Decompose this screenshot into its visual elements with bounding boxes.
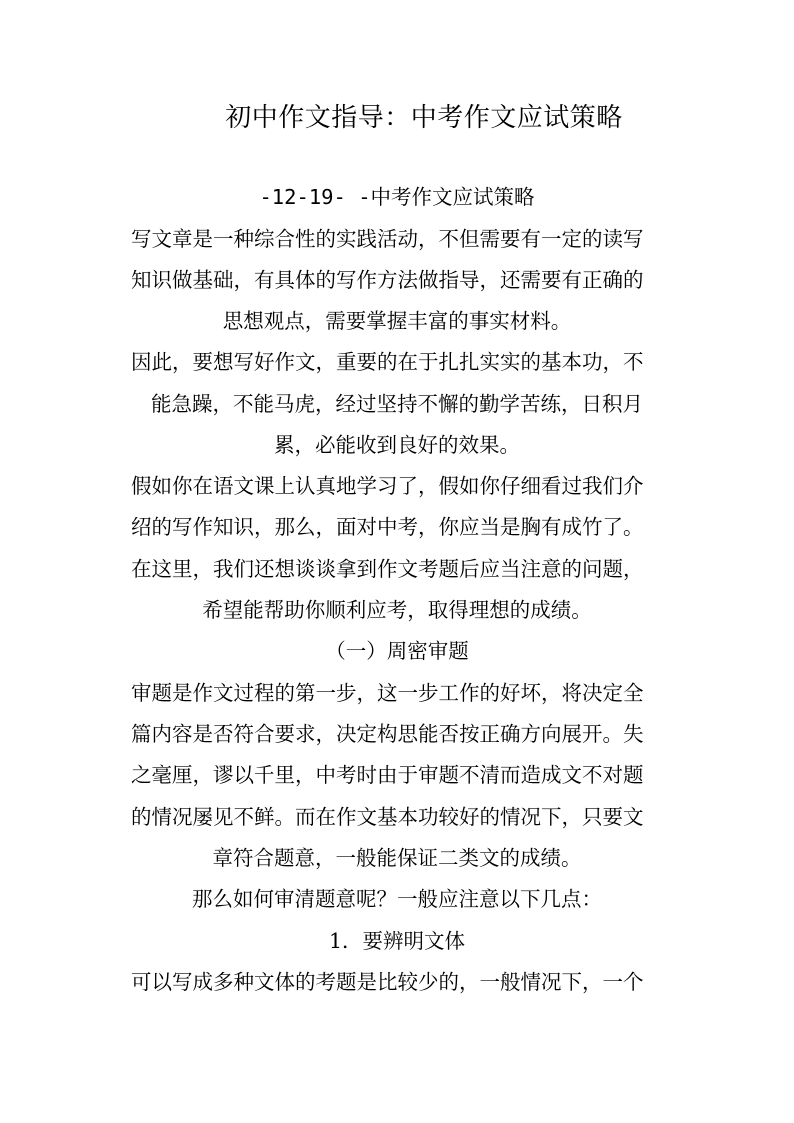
paragraph-line: 在这里，我们还想谈谈拿到作文考题后应当注意的问题， (131, 557, 644, 581)
paragraph-line: 可以写成多种文体的考题是比较少的，一般情况下，一个 (131, 970, 644, 994)
paragraph-line: 审题是作文过程的第一步，这一步工作的好坏，将决定全 (131, 681, 644, 705)
document-subtitle: -12-19- -中考作文应试策略 (259, 185, 535, 209)
paragraph-line: 知识做基础，有具体的写作方法做指导，还需要有正确的 (131, 268, 644, 292)
document-title: 初中作文指导：中考作文应试策略 (225, 103, 623, 133)
paragraph-line: 之毫厘，谬以千里，中考时由于审题不清而造成文不对题 (131, 763, 644, 787)
paragraph-line: 累，必能收到良好的效果。 (274, 433, 520, 457)
paragraph-line: 的情况屡见不鲜。而在作文基本功较好的情况下，只要文 (131, 805, 644, 829)
paragraph-line: 希望能帮助你顺利应考，取得理想的成绩。 (202, 598, 592, 622)
paragraph-line: 写文章是一种综合性的实践活动，不但需要有一定的读写 (131, 227, 644, 251)
paragraph-line: 篇内容是否符合要求，决定构思能否按正确方向展开。失 (131, 722, 644, 746)
paragraph-line: 思想观点，需要掌握丰富的事实材料。 (222, 309, 572, 333)
paragraph-line: 那么如何审清题意呢？一般应注意以下几点： (192, 887, 602, 911)
section-heading: （一）周密审题 (325, 639, 469, 663)
paragraph-line: 因此，要想写好作文，重要的在于扎扎实实的基本功，不 (131, 350, 644, 374)
subsection-heading: 1．要辨明文体 (328, 929, 466, 953)
paragraph-line: 绍的写作知识，那么，面对中考，你应当是胸有成竹了。 (131, 515, 644, 539)
paragraph-line: 能急躁，不能马虎，经过坚持不懈的勤学苦练，日积月 (151, 392, 643, 416)
paragraph-line: 假如你在语文课上认真地学习了，假如你仔细看过我们介 (131, 474, 644, 498)
paragraph-line: 章符合题意，一般能保证二类文的成绩。 (212, 846, 582, 870)
